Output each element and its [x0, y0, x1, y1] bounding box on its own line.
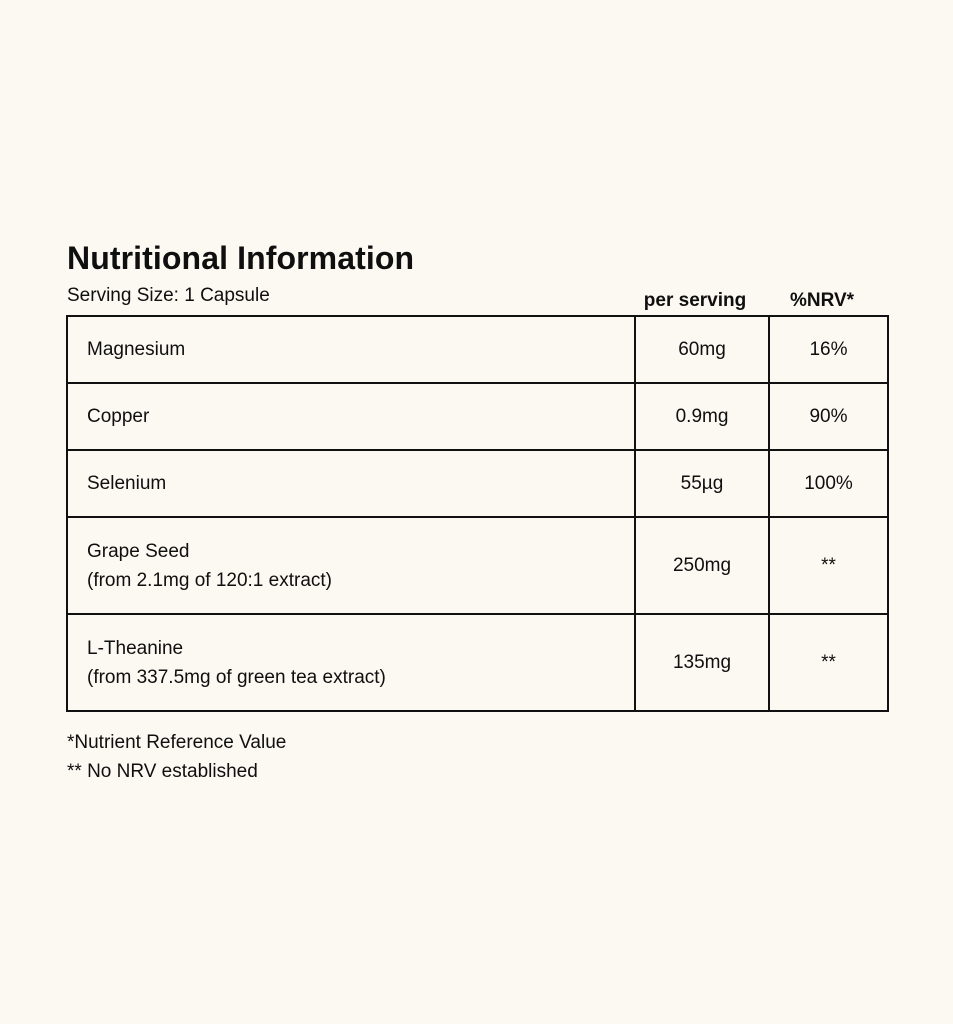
amount-per-serving: 135mg — [635, 614, 769, 711]
nutrient-name-cell — [67, 383, 635, 450]
footnote-nrv-definition: *Nutrient Reference Value — [67, 732, 287, 753]
serving-size: Serving Size: 1 Capsule — [67, 285, 270, 306]
nutrient-detail: (from 2.1mg of 120:1 extract) — [87, 569, 332, 591]
table-row — [67, 316, 888, 383]
nutrition-table — [66, 315, 889, 712]
nutrient-name-cell — [67, 517, 635, 614]
amount-per-serving: 0.9mg — [635, 383, 769, 450]
nutrient-name: Grape Seed — [87, 540, 190, 562]
table-row — [67, 517, 888, 614]
page-title: Nutritional Information — [67, 240, 415, 276]
nutrient-detail: (from 337.5mg of green tea extract) — [87, 666, 386, 688]
nrv-percent: 100% — [769, 450, 888, 517]
amount-per-serving: 250mg — [635, 517, 769, 614]
nutrient-name-cell — [67, 614, 635, 711]
amount-per-serving: 55µg — [635, 450, 769, 517]
column-header-nrv: %NRV* — [789, 290, 855, 311]
nutrient-name: L-Theanine — [87, 637, 184, 659]
nutrient-name: Copper — [87, 406, 150, 427]
nrv-percent: ** — [769, 517, 888, 614]
table-row — [67, 383, 888, 450]
footnote-no-nrv: ** No NRV established — [67, 761, 258, 782]
nutrient-name: Magnesium — [87, 339, 186, 360]
nutrient-name: Selenium — [87, 473, 167, 494]
table-row — [67, 450, 888, 517]
nutrient-name-cell — [67, 316, 635, 383]
table-row — [67, 614, 888, 711]
nrv-percent: 16% — [769, 316, 888, 383]
amount-per-serving: 60mg — [635, 316, 769, 383]
nrv-percent: 90% — [769, 383, 888, 450]
column-header-per-serving: per serving — [643, 290, 747, 311]
nutrient-name-cell — [67, 450, 635, 517]
nrv-percent: ** — [769, 614, 888, 711]
